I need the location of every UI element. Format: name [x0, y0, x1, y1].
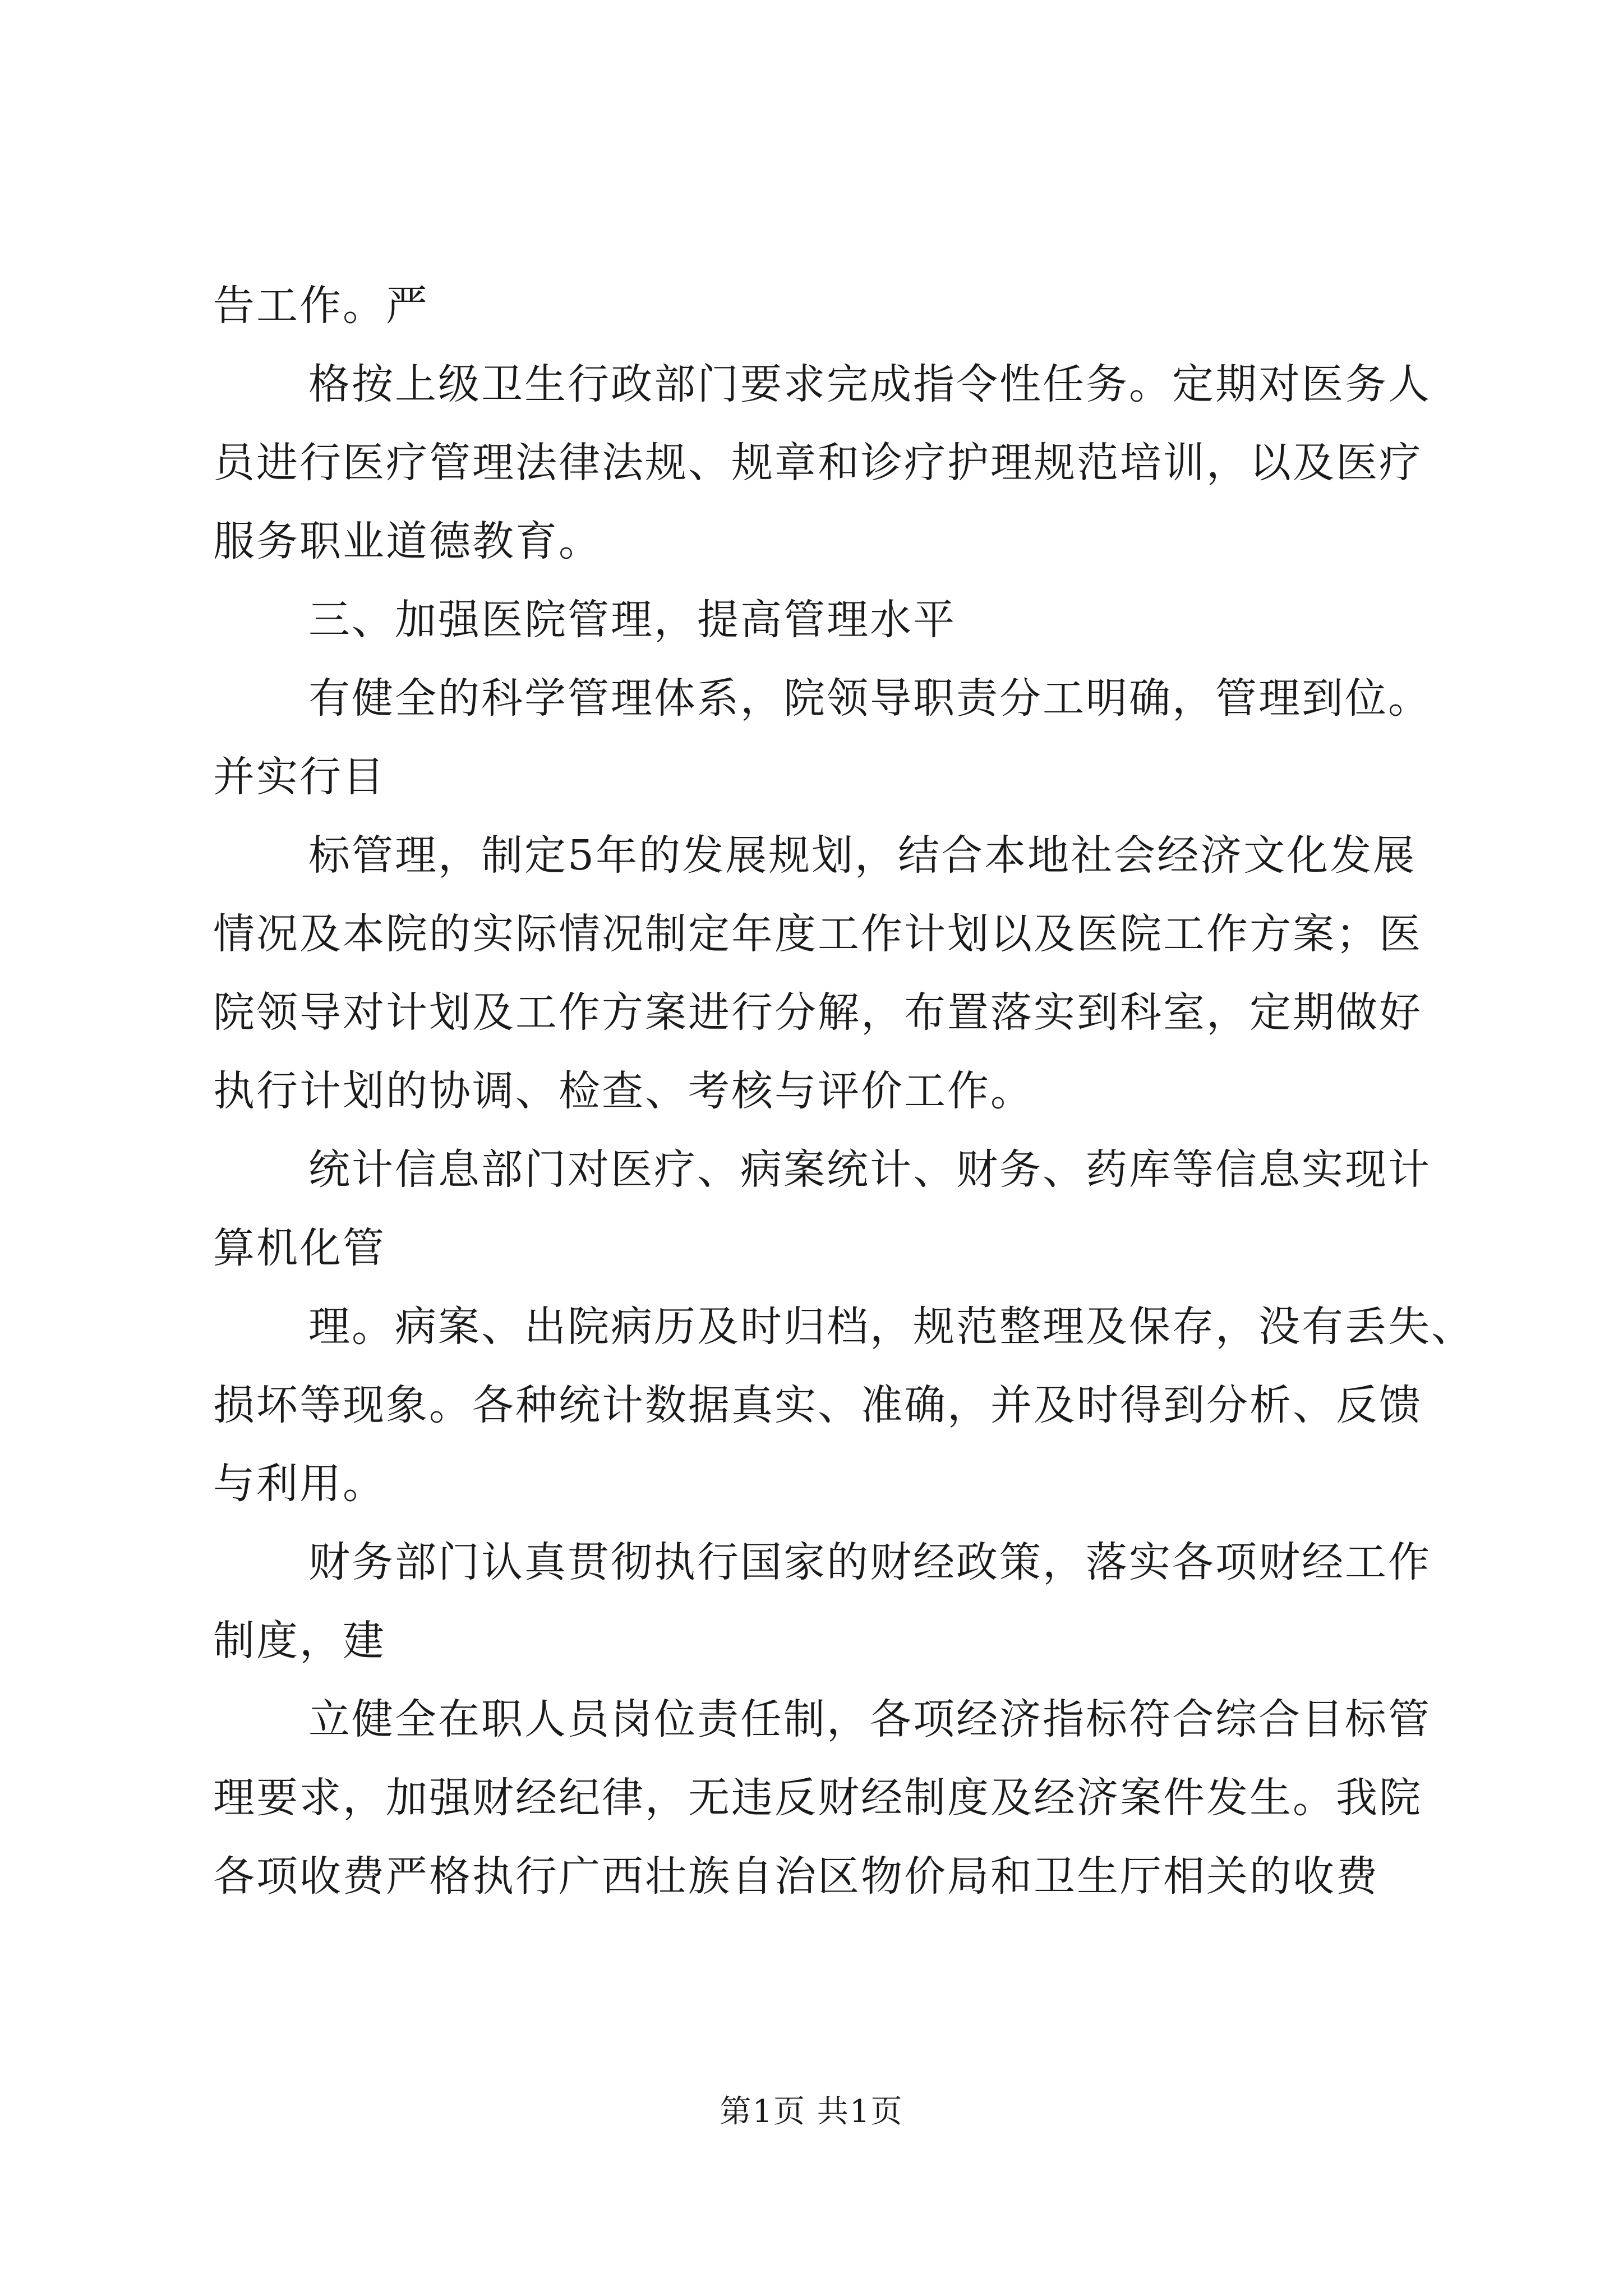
text-line: 理要求，加强财经纪律，无违反财经制度及经济案件发生。我院 [213, 1774, 1422, 1822]
text-line: 标管理，制定5年的发展规划，结合本地社会经济文化发展 [308, 831, 1417, 880]
text-line: 统计信息部门对医疗、病案统计、财务、药库等信息实现计 [308, 1145, 1431, 1194]
text-line: 并实行目 [213, 753, 386, 801]
text-line: 与利用。 [213, 1460, 386, 1508]
text-line: 有健全的科学管理体系，院领导职责分工明确，管理到位。 [308, 674, 1431, 723]
text-line: 财务部门认真贯彻执行国家的财经政策，落实各项财经工作 [308, 1538, 1431, 1586]
text-line: 制度，建 [213, 1617, 386, 1665]
text-line: 各项收费严格执行广西壮族自治区物价局和卫生厅相关的收费 [213, 1852, 1379, 1901]
text-line: 理。病案、出院病历及时归档，规范整理及保存，没有丢失、 [308, 1303, 1474, 1351]
text-line: 算机化管 [213, 1224, 386, 1272]
text-line: 三、加强医院管理，提高管理水平 [308, 596, 956, 644]
text-line: 损坏等现象。各种统计数据真实、准确，并及时得到分析、反馈 [213, 1381, 1422, 1429]
text-line: 立健全在职人员岗位责任制，各项经济指标符合综合目标管 [308, 1695, 1431, 1743]
document-body [213, 266, 1474, 1916]
text-line: 情况及本院的实际情况制定年度工作计划以及医院工作方案；医 [213, 910, 1422, 958]
text-line: 服务职业道德教育。 [213, 517, 602, 565]
page-footer: 第1页 共1页 [720, 2093, 903, 2130]
text-line: 格按上级卫生行政部门要求完成指令性任务。定期对医务人 [308, 360, 1431, 408]
text-line: 院领导对计划及工作方案进行分解，布置落实到科室，定期做好 [213, 988, 1422, 1037]
text-line: 告工作。严 [213, 282, 429, 330]
text-line: 员进行医疗管理法律法规、规章和诊疗护理规范培训，以及医疗 [213, 439, 1422, 487]
text-line: 执行计划的协调、检查、考核与评价工作。 [213, 1067, 1034, 1115]
